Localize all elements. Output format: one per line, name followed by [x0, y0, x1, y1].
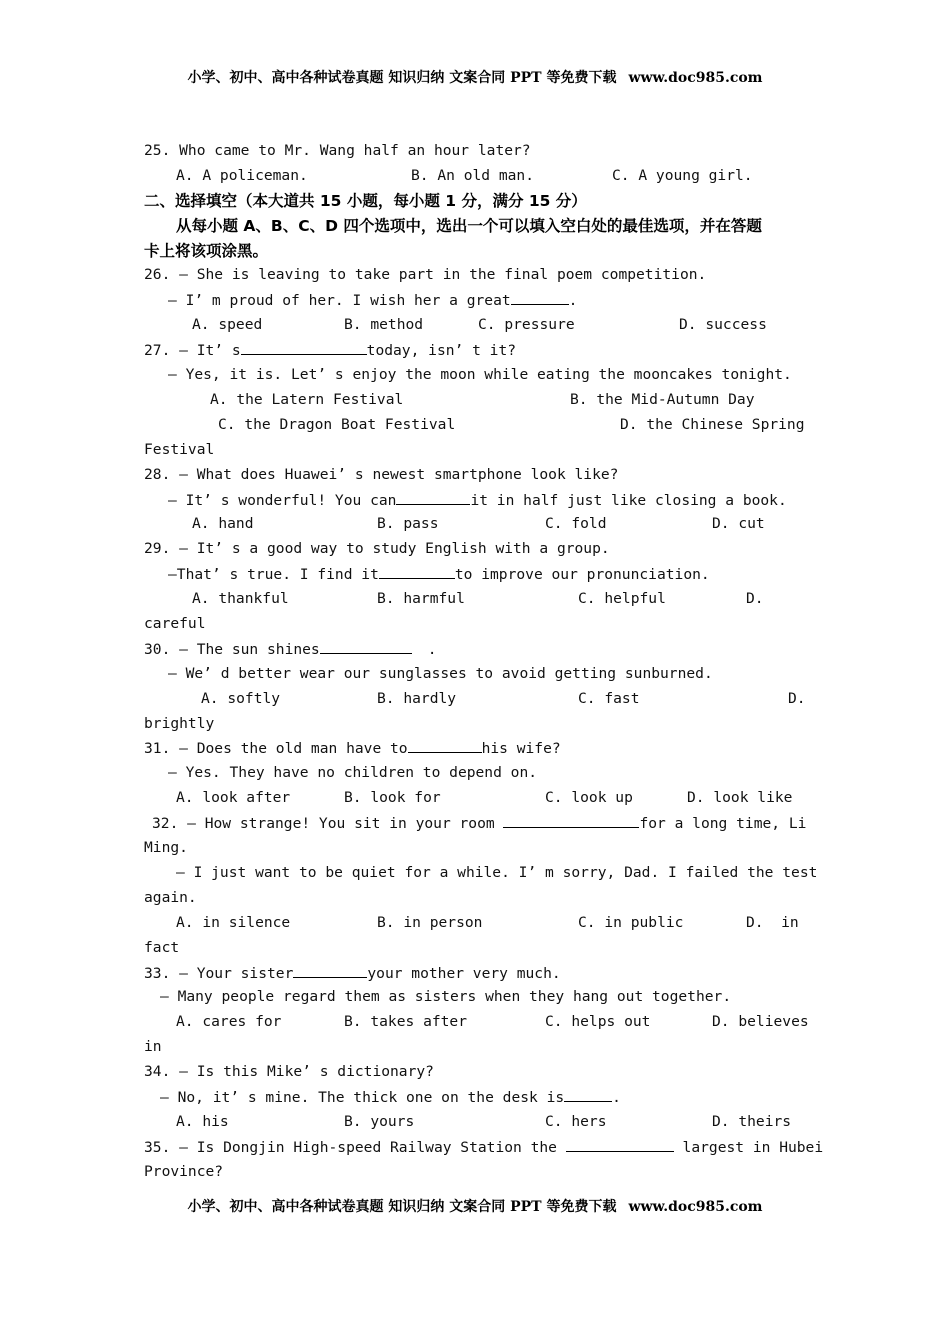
q30-option-c: C. fast — [578, 690, 640, 707]
page-header — [0, 67, 950, 87]
q33-option-b: B. takes after — [344, 1013, 468, 1030]
q27-option-c: C. the Dragon Boat Festival — [218, 416, 456, 433]
q28-answer-blank[interactable] — [396, 490, 470, 505]
q27-option-d-wrap: Festival — [144, 441, 215, 458]
q34-answer-blank[interactable] — [564, 1087, 612, 1102]
q32-line-2: — I just want to be quiet for a while. I’ m sorry, Dad. I failed the test — [176, 864, 818, 881]
q27-option-b: B. the Mid-Autumn Day — [570, 391, 755, 408]
q29-option-d-wrap: careful — [144, 615, 206, 632]
q34-line-2 — [160, 1087, 830, 1108]
q33-option-d: D. believes — [712, 1013, 809, 1030]
q29-line-1: 29. — It’ s a good way to study English with a group. — [144, 540, 610, 557]
q34-line-2-end: . — [612, 1089, 621, 1106]
q26-answer-blank[interactable] — [511, 290, 569, 305]
q30-line-1 — [144, 639, 814, 660]
footer-text: 小学、初中、高中各种试卷真题 知识归纳 文案合同 PPT 等免费下载 — [187, 1199, 617, 1215]
q29-answer-blank[interactable] — [379, 564, 455, 579]
q31-option-c: C. look up — [545, 789, 633, 806]
q26-line-2 — [168, 290, 838, 311]
header-text: 小学、初中、高中各种试卷真题 知识归纳 文案合同 PPT 等免费下载 — [187, 70, 617, 86]
q28-line-2-end: it in half just like closing a book. — [470, 492, 787, 509]
q34-option-a: A. his — [176, 1113, 229, 1130]
q26-option-c: C. pressure — [478, 316, 575, 333]
q32-line-1-end: for a long time, Li — [639, 815, 807, 832]
q32-line-1-wrap: Ming. — [144, 839, 188, 856]
q27-line-1-end: today, isn’ t it? — [366, 342, 517, 359]
q25-option-a: A. A policeman. — [176, 167, 308, 184]
q26-line-2-end: . — [568, 292, 578, 309]
q33-line-2: — Many people regard them as sisters when they hang out together. — [160, 988, 732, 1005]
q28-option-d: D. cut — [712, 515, 765, 532]
q30-option-d: D. — [788, 690, 806, 707]
q31-line-2: — Yes. They have no children to depend on. — [168, 764, 538, 781]
q28-option-a: A. hand — [192, 515, 254, 532]
q31-line-1 — [144, 738, 814, 759]
q29-option-d: D. — [746, 590, 764, 607]
q32-option-d: D. in — [746, 914, 799, 931]
q29-option-b: B. harmful — [377, 590, 465, 607]
q25-option-c: C. A young girl. — [612, 167, 753, 184]
q31-line-1-end: his wife? — [481, 740, 561, 757]
q29-line-2 — [168, 564, 838, 585]
q32-option-c: C. in public — [578, 914, 684, 931]
q26-option-a: A. speed — [192, 316, 263, 333]
q25-option-b: B. An old man. — [411, 167, 535, 184]
q31-answer-blank[interactable] — [408, 738, 482, 753]
q32-answer-blank[interactable] — [503, 813, 639, 828]
q33-line-1-end: your mother very much. — [367, 965, 561, 982]
q28-line-2 — [168, 490, 838, 511]
q31-option-b: B. look for — [344, 789, 441, 806]
q30-line-1-text: 30. — The sun shines — [144, 641, 320, 658]
q31-option-d: D. look like — [687, 789, 793, 806]
q34-line-2-text: — No, it’ s mine. The thick one on the desk is — [160, 1089, 565, 1106]
q35-line-1-end: largest in Hubei — [682, 1139, 824, 1156]
q26-line-1: 26. — She is leaving to take part in the final poem competition. — [144, 266, 707, 283]
q32-line-1 — [152, 813, 822, 834]
section2-instruction-2: 卡上将该项涂黑。 — [144, 242, 269, 260]
q34-line-1: 34. — Is this Mike’ s dictionary? — [144, 1063, 434, 1080]
q33-line-1-text: 33. — Your sister — [144, 965, 294, 982]
q27-line-2: — Yes, it is. Let’ s enjoy the moon while eating the mooncakes tonight. — [168, 366, 792, 383]
q35-line-1-text: 35. — Is Dongjin High-speed Railway Station the — [144, 1139, 557, 1156]
q33-answer-blank[interactable] — [293, 963, 367, 978]
q28-option-b: B. pass — [377, 515, 439, 532]
q33-line-1 — [144, 963, 814, 984]
q28-line-2-text: — It’ s wonderful! You can — [168, 492, 397, 509]
q34-option-d: D. theirs — [712, 1113, 792, 1130]
footer-url: www.doc985.com — [628, 1199, 763, 1215]
q31-option-a: A. look after — [176, 789, 291, 806]
q30-answer-blank[interactable] — [320, 639, 412, 654]
header-url: www.doc985.com — [628, 70, 763, 86]
q26-option-d: D. success — [679, 316, 767, 333]
q33-option-a: A. cares for — [176, 1013, 282, 1030]
q30-option-d-wrap: brightly — [144, 715, 215, 732]
q32-option-d-wrap: fact — [144, 939, 180, 956]
q26-line-2-text: — I’ m proud of her. I wish her a great — [168, 292, 511, 309]
q31-line-1-text: 31. — Does the old man have to — [144, 740, 408, 757]
q25-question: 25. Who came to Mr. Wang half an hour later? — [144, 142, 531, 159]
q30-line-1-end: . — [427, 641, 437, 658]
q27-line-1-text: 27. — It’ s — [144, 342, 241, 359]
q33-option-c: C. helps out — [545, 1013, 651, 1030]
q29-line-2-end: to improve our pronunciation. — [454, 566, 710, 583]
q35-line-1-wrap: Province? — [144, 1163, 224, 1180]
q32-option-b: B. in person — [377, 914, 483, 931]
q32-line-2-wrap: again. — [144, 889, 197, 906]
q26-option-b: B. method — [344, 316, 424, 333]
q27-answer-blank[interactable] — [241, 340, 367, 355]
q30-line-2: — We’ d better wear our sunglasses to avoid getting sunburned. — [168, 665, 713, 682]
q28-option-c: C. fold — [545, 515, 607, 532]
q27-option-d: D. the Chinese Spring — [620, 416, 805, 433]
section2-instruction-1: 从每小题 A、B、C、D 四个选项中，选出一个可以填入空白处的最佳选项，并在答题 — [176, 217, 762, 235]
q33-option-d-wrap: in — [144, 1038, 162, 1055]
q34-option-b: B. yours — [344, 1113, 415, 1130]
q30-option-b: B. hardly — [377, 690, 457, 707]
q30-option-a: A. softly — [201, 690, 281, 707]
q35-answer-blank[interactable] — [566, 1137, 674, 1152]
q27-option-a: A. the Latern Festival — [210, 391, 404, 408]
q28-line-1: 28. — What does Huawei’ s newest smartphone look like? — [144, 466, 619, 483]
q29-option-a: A. thankful — [192, 590, 289, 607]
q34-option-c: C. hers — [545, 1113, 607, 1130]
q27-line-1 — [144, 340, 814, 361]
q32-option-a: A. in silence — [176, 914, 291, 931]
section2-title: 二、选择填空（本大道共 15 小题，每小题 1 分，满分 15 分） — [144, 192, 587, 210]
page-footer — [0, 1196, 950, 1216]
q29-line-2-text: —That’ s true. I find it — [168, 566, 379, 583]
q29-option-c: C. helpful — [578, 590, 666, 607]
q35-line-1 — [144, 1137, 824, 1158]
q32-line-1-text: 32. — How strange! You sit in your room — [152, 815, 495, 832]
